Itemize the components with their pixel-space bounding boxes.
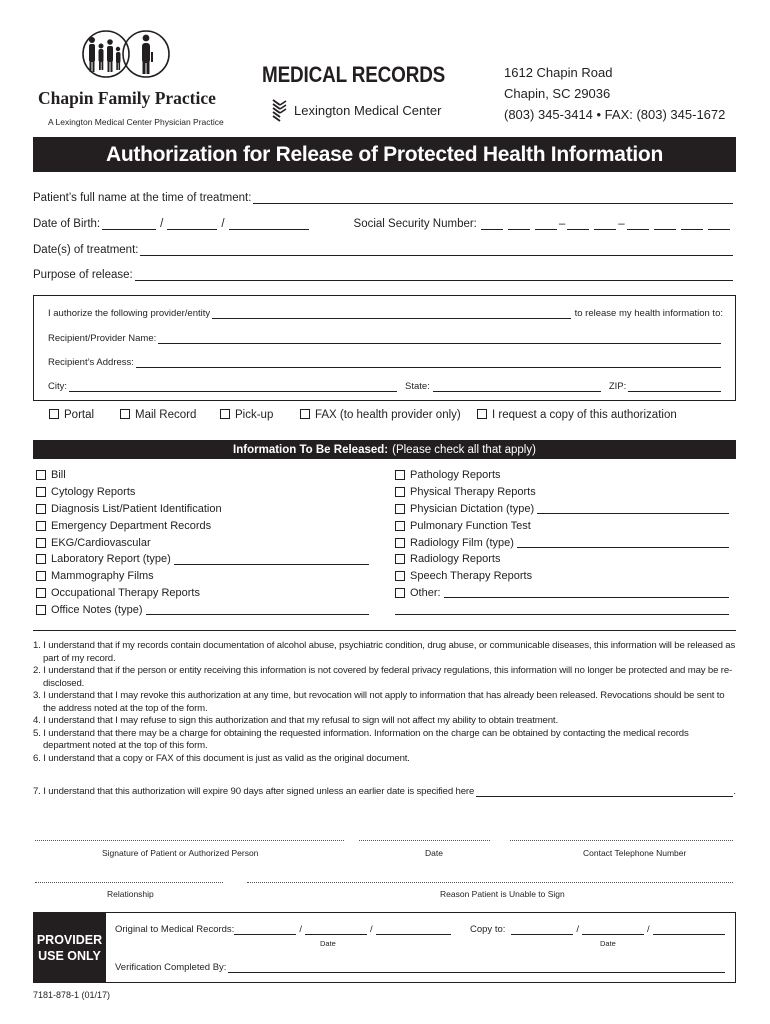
info-item[interactable]: Occupational Therapy Reports	[36, 585, 369, 602]
family-logo-icon	[72, 28, 182, 78]
checkbox-icon	[36, 571, 46, 581]
hospital-name: Lexington Medical Center	[294, 102, 442, 118]
checkbox-icon	[120, 409, 130, 419]
signature-label: Signature of Patient or Authorized Person	[102, 848, 259, 858]
original-row	[115, 924, 451, 935]
term-7-period: .	[733, 786, 736, 797]
info-item[interactable]: Mammography Films	[36, 568, 369, 585]
practice-logo	[38, 28, 223, 128]
info-item[interactable]: Other:	[395, 585, 729, 602]
checkbox-icon	[36, 487, 46, 497]
recipient-address-label: Recipient’s Address:	[48, 357, 134, 368]
checkbox-icon	[395, 521, 405, 531]
lexington-logo-icon	[270, 98, 290, 122]
zip-field[interactable]	[628, 381, 721, 392]
address-line2: Chapin, SC 29036	[504, 86, 611, 101]
checkbox-icon	[395, 470, 405, 480]
city-field[interactable]	[69, 381, 397, 392]
ssn-label: Social Security Number:	[353, 218, 477, 230]
option-request-copy[interactable]: I request a copy of this authorization	[477, 409, 677, 421]
verification-label: Verification Completed By:	[115, 962, 227, 973]
dob-sep-1: /	[160, 218, 164, 230]
original-year-field[interactable]	[376, 925, 451, 935]
state-label: State:	[405, 381, 430, 392]
term-item: 6. I understand that a copy or FAX of this document is just as valid as the original document.	[33, 752, 410, 764]
info-item[interactable]: Pulmonary Function Test	[395, 517, 729, 534]
original-label: Original to Medical Records:	[115, 924, 235, 935]
verification-field[interactable]	[228, 963, 725, 973]
dates-field[interactable]	[140, 244, 733, 256]
dates-label: Date(s) of treatment:	[33, 244, 139, 256]
checkbox-icon	[395, 554, 405, 564]
checkbox-icon	[36, 588, 46, 598]
checkbox-icon	[395, 487, 405, 497]
dictation-type-field[interactable]	[537, 503, 729, 514]
provider-tag-line1: PROVIDER	[36, 932, 103, 947]
practice-name: Chapin Family Practice	[38, 88, 216, 108]
info-item[interactable]: Bill	[36, 467, 369, 484]
dept-title: MEDICAL RECORDS	[262, 62, 446, 87]
info-item[interactable]: Physician Dictation (type)	[395, 501, 729, 518]
copy-year-field[interactable]	[653, 925, 725, 935]
patient-name-field[interactable]	[253, 192, 733, 204]
term-item: 1. I understand that if my records contain documentation of alcohol abuse, psychiatric condition, drug abuse, or communicable diseases, this information will be released as part of my record.	[33, 640, 736, 664]
info-heading: Information To Be Released:	[233, 443, 389, 456]
patient-name-row	[33, 192, 733, 204]
radiology-film-type-field[interactable]	[517, 537, 729, 548]
checkbox-icon	[395, 588, 405, 598]
treatment-dates-row	[33, 244, 733, 256]
option-pick-up[interactable]: Pick-up	[220, 409, 273, 421]
term-item: 7. I understand that this authorization will expire 90 days after signed unless an earlier date is specified here	[33, 786, 475, 797]
terms-list	[33, 640, 736, 765]
checkbox-icon	[220, 409, 230, 419]
lab-type-field[interactable]	[174, 554, 369, 565]
state-field[interactable]	[433, 381, 601, 392]
release-to-label: to release my health information to:	[574, 308, 723, 319]
purpose-row	[33, 269, 733, 281]
expiry-date-field[interactable]	[476, 787, 733, 797]
original-month-field[interactable]	[234, 925, 296, 935]
info-left-list	[36, 467, 369, 618]
ssn-field[interactable]: – –	[481, 218, 730, 230]
option-mail-record[interactable]: Mail Record	[120, 409, 196, 421]
info-item[interactable]: Radiology Reports	[395, 551, 729, 568]
checkbox-icon	[477, 409, 487, 419]
phone-fax: (803) 345-3414 • FAX: (803) 345-1672	[504, 107, 726, 122]
checkbox-icon	[36, 538, 46, 548]
checkbox-icon	[300, 409, 310, 419]
copy-row	[470, 924, 725, 935]
recipient-label: Recipient/Provider Name:	[48, 333, 157, 344]
info-item[interactable]: Speech Therapy Reports	[395, 568, 729, 585]
date-line[interactable]	[359, 840, 490, 841]
info-item[interactable]: Radiology Film (type)	[395, 534, 729, 551]
reason-line[interactable]	[247, 882, 733, 883]
form-number: 7181-878-1 (01/17)	[33, 990, 111, 1000]
info-heading-note: (Please check all that apply)	[392, 443, 536, 456]
copy-sep-1: /	[576, 924, 580, 935]
title-bar	[33, 137, 736, 172]
reason-label: Reason Patient is Unable to Sign	[440, 889, 565, 899]
checkbox-icon	[395, 571, 405, 581]
copy-month-field[interactable]	[511, 925, 573, 935]
dob-ssn-row	[33, 218, 733, 230]
form-title: Authorization for Release of Protected Health Information	[106, 142, 663, 166]
checkbox-icon	[36, 470, 46, 480]
checkbox-icon	[395, 504, 405, 514]
term-item: 4. I understand that I may refuse to sign this authorization and that my refusal to sign will not affect my ability to obtain treatment.	[33, 715, 558, 726]
checkbox-icon	[36, 521, 46, 531]
info-item[interactable]: EKG/Cardiovascular	[36, 534, 369, 551]
dob-label: Date of Birth:	[33, 218, 101, 230]
provider-field[interactable]	[212, 307, 570, 319]
provider-label: I authorize the following provider/entity	[48, 308, 211, 319]
info-item[interactable]: Cytology Reports	[36, 484, 369, 501]
info-right-list	[395, 467, 729, 618]
copy-day-field[interactable]	[582, 925, 644, 935]
other-field[interactable]	[444, 587, 729, 598]
city-label: City:	[48, 381, 67, 392]
info-heading-bar	[33, 440, 736, 459]
purpose-field[interactable]	[135, 269, 733, 281]
checkbox-icon	[395, 538, 405, 548]
original-sep-1: /	[299, 924, 302, 935]
relationship-line[interactable]	[35, 882, 223, 883]
recipient-address-row	[48, 356, 721, 368]
zip-label: ZIP:	[608, 381, 627, 392]
info-item[interactable]: Pathology Reports	[395, 467, 729, 484]
original-date-caption: Date	[320, 939, 336, 948]
office-notes-type-field[interactable]	[146, 604, 370, 615]
info-item[interactable]: Emergency Department Records	[36, 517, 369, 534]
checkbox-icon	[36, 605, 46, 615]
term-7-row	[33, 786, 736, 797]
term-item: 2. I understand that if the person or entity receiving this information is not covered by federal privacy regulations, this information will no longer be protected and may be re-disclosed.	[33, 665, 733, 689]
date-label: Date	[425, 848, 443, 858]
relationship-label: Relationship	[107, 889, 154, 899]
address-block	[504, 62, 725, 125]
city-state-zip-row	[48, 381, 721, 392]
option-portal[interactable]: Portal	[49, 409, 94, 421]
term-item: 5. I understand that there may be a charge for obtaining the requested information. Information on the charge can be obtained by contacting the medical records department noted at the top of this form.	[33, 727, 689, 751]
copy-label: Copy to:	[470, 924, 506, 935]
phone-label: Contact Telephone Number	[583, 848, 687, 858]
provider-row	[48, 307, 723, 319]
phone-line[interactable]	[510, 840, 733, 841]
other-extra-line[interactable]	[395, 601, 729, 618]
info-item[interactable]: Office Notes (type)	[36, 601, 369, 618]
original-day-field[interactable]	[305, 925, 367, 935]
recipient-address-field[interactable]	[136, 356, 721, 368]
provider-tag-line2: USE ONLY	[38, 948, 101, 963]
hospital-logo	[270, 98, 441, 122]
copy-date-caption: Date	[600, 939, 616, 948]
option-fax[interactable]: FAX (to health provider only)	[300, 409, 461, 421]
patient-name-label: Patient’s full name at the time of treatment:	[33, 192, 252, 204]
dob-year-field[interactable]	[229, 218, 309, 230]
recipient-field[interactable]	[158, 332, 721, 344]
info-item[interactable]: Laboratory Report (type)	[36, 551, 369, 568]
practice-tagline: A Lexington Medical Center Physician Practice	[48, 117, 224, 127]
checkbox-icon	[49, 409, 59, 419]
recipient-row	[48, 332, 721, 344]
term-item: 3. I understand that I may revoke this authorization at any time, but revocation will not apply to information that has already been released. Revocations should be sent to the address noted at the top of the form.	[33, 690, 725, 714]
verification-row	[115, 962, 725, 973]
dob-month-field[interactable]	[102, 218, 156, 230]
dob-sep-2: /	[221, 218, 225, 230]
address-line1: 1612 Chapin Road	[504, 65, 613, 80]
info-item[interactable]: Diagnosis List/Patient Identification	[36, 501, 369, 518]
checkbox-icon	[36, 504, 46, 514]
purpose-label: Purpose of release:	[33, 269, 133, 281]
copy-sep-2: /	[647, 924, 650, 935]
terms-divider	[33, 630, 736, 631]
provider-tag	[33, 912, 106, 983]
info-item[interactable]: Physical Therapy Reports	[395, 484, 729, 501]
dob-day-field[interactable]	[167, 218, 217, 230]
checkbox-icon	[36, 554, 46, 564]
original-sep-2: /	[369, 924, 373, 935]
signature-line[interactable]	[35, 840, 344, 841]
